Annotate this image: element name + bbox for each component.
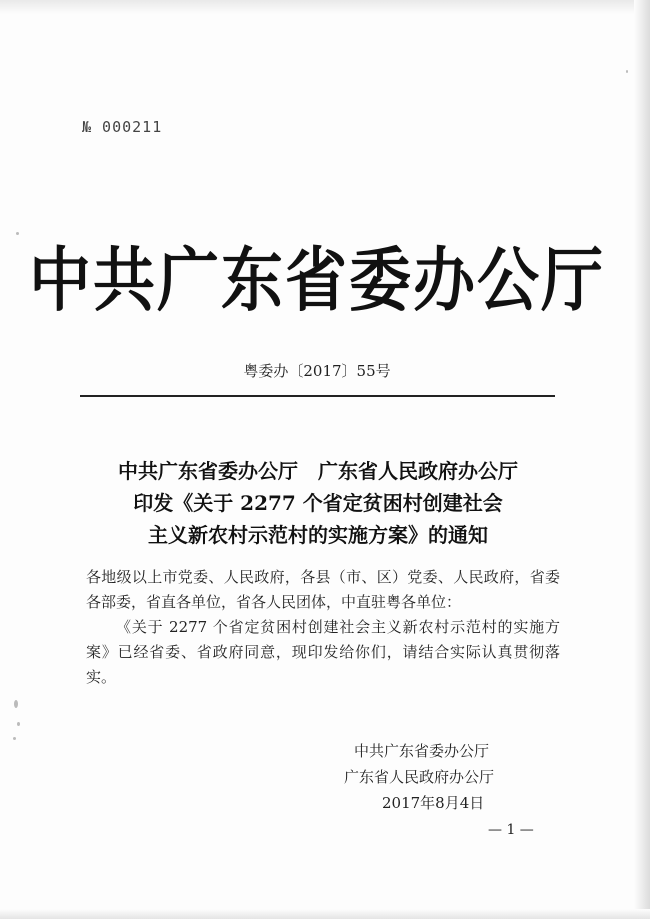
title-line: 主义新农村示范村的实施方案》的通知 [148,523,488,547]
title-line: 中共广东省委办公厅 广东省人民政府办公厅 [118,459,518,483]
header-divider [80,395,555,397]
title-line: 印发《关于 2277 个省定贫困村创建社会 [133,491,503,515]
scan-edge-right [634,0,650,919]
scan-speck [17,722,20,726]
page-number: — 1 — [488,822,534,838]
scan-edge-top [0,0,650,14]
signature-government-office: 广东省人民政府办公厅 [344,768,495,786]
document-body [86,565,560,690]
signature-party-office: 中共广东省委办公厅 [354,742,490,760]
scan-speck [13,737,16,740]
issuer-heading: 中共广东省委办公厅 [28,239,605,321]
scan-speck [14,700,18,708]
body-paragraph: 《关于 2277 个省定贫困村创建社会主义新农村示范村的实施方案》已经省委、省政府同意，现印发给你们，请结合实际认真贯彻落实。 [86,618,560,686]
scan-edge-bottom [0,909,650,919]
document-number: 粤委办〔2017〕55号 [243,362,391,380]
addressee: 各地级以上市党委、人民政府，各县（市、区）党委、人民政府，省委各部委，省直各单位，省各人民团体，中直驻粤各单位： [86,568,560,611]
signature-date: 2017年8月4日 [382,794,485,812]
serial-number: № 000211 [82,118,163,136]
scan-speck [626,70,628,73]
document-title [68,455,568,551]
